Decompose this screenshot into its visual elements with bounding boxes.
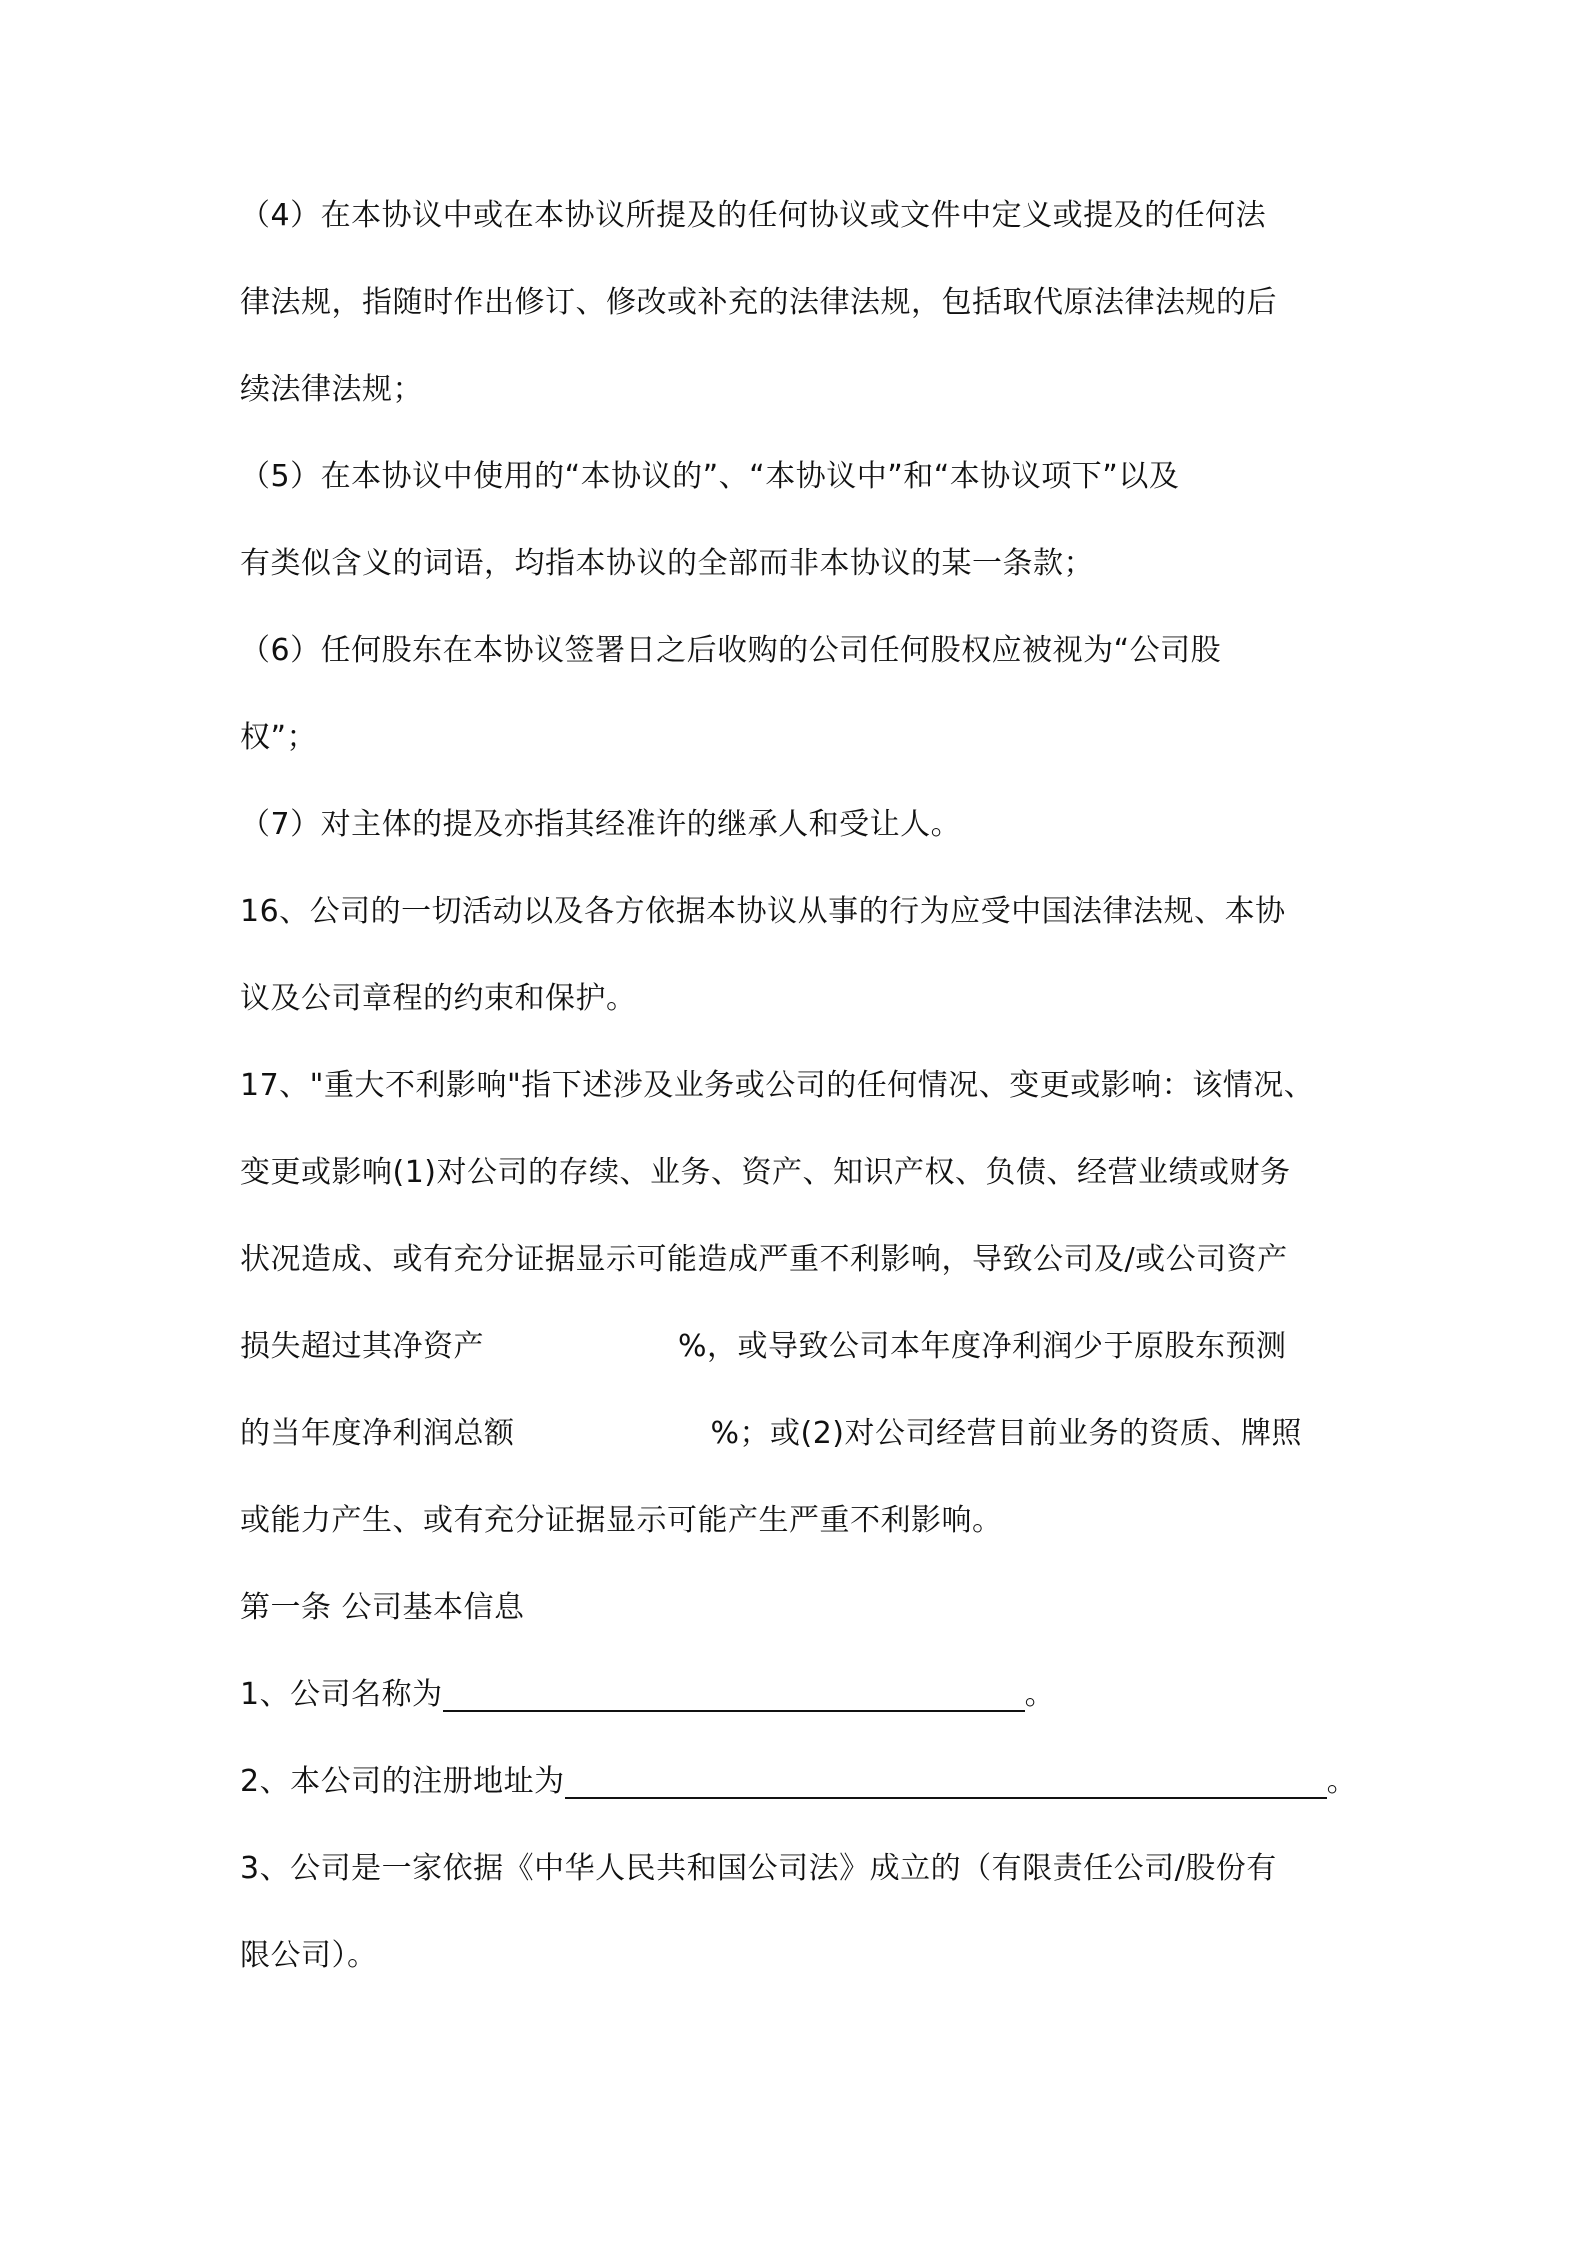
article-17-line-5 bbox=[240, 1414, 1302, 1454]
clause-4-line-3: 续法律法规； bbox=[240, 372, 423, 407]
company-name-item bbox=[240, 1675, 1055, 1715]
article-16-line-1: 16、公司的一切活动以及各方依据本协议从事的行为应受中国法律法规、本协 bbox=[240, 894, 1286, 929]
article-17-line-6: 或能力产生、或有充分证据显示可能产生严重不利影响。 bbox=[240, 1503, 1003, 1538]
net-asset-text: 损失超过其净资产 bbox=[240, 1329, 484, 1364]
net-asset-text-after: %，或导致公司本年度净利润少于原股东预测 bbox=[678, 1329, 1287, 1364]
clause-4-line-2: 律法规，指随时作出修订、修改或补充的法律法规，包括取代原法律法规的后 bbox=[240, 285, 1277, 320]
company-name-blank[interactable] bbox=[443, 1680, 1025, 1712]
net-profit-text-after: %；或(2)对公司经营目前业务的资质、牌照 bbox=[710, 1416, 1303, 1451]
clause-7-line-1: （7）对主体的提及亦指其经准许的继承人和受让人。 bbox=[240, 807, 962, 842]
clause-6-line-1: （6）任何股东在本协议签署日之后收购的公司任何股权应被视为“公司股 bbox=[240, 633, 1222, 668]
clause-5-line-2: 有类似含义的词语，均指本协议的全部而非本协议的某一条款； bbox=[240, 546, 1094, 581]
clause-6-line-2: 权”； bbox=[240, 720, 318, 755]
company-type-line-2: 限公司）。 bbox=[240, 1938, 378, 1973]
company-name-label: 1、公司名称为 bbox=[240, 1677, 443, 1712]
article-17-line-1: 17、"重大不利影响"指下述涉及业务或公司的任何情况、变更或影响：该情况、 bbox=[240, 1068, 1315, 1103]
clause-5-line-1: （5）在本协议中使用的“本协议的”、“本协议中”和“本协议项下”以及 bbox=[240, 459, 1180, 494]
article-16-line-2: 议及公司章程的约束和保护。 bbox=[240, 981, 637, 1016]
article-1-heading: 第一条 公司基本信息 bbox=[240, 1590, 525, 1625]
registered-address-period: 。 bbox=[1326, 1764, 1358, 1799]
article-17-line-2: 变更或影响(1)对公司的存续、业务、资产、知识产权、负债、经营业绩或财务 bbox=[240, 1155, 1291, 1190]
article-17-line-3: 状况造成、或有充分证据显示可能造成严重不利影响，导致公司及/或公司资产 bbox=[240, 1242, 1288, 1277]
registered-address-label: 2、本公司的注册地址为 bbox=[240, 1764, 565, 1799]
clause-4-line-1: （4）在本协议中或在本协议所提及的任何协议或文件中定义或提及的任何法 bbox=[240, 198, 1267, 233]
net-profit-text: 的当年度净利润总额 bbox=[240, 1416, 515, 1451]
article-17-line-4 bbox=[240, 1327, 1287, 1367]
registered-address-blank[interactable] bbox=[565, 1767, 1327, 1799]
company-name-period: 。 bbox=[1024, 1677, 1056, 1712]
company-type-line-1: 3、公司是一家依据《中华人民共和国公司法》成立的（有限责任公司/股份有 bbox=[240, 1851, 1277, 1886]
registered-address-item bbox=[240, 1762, 1357, 1802]
